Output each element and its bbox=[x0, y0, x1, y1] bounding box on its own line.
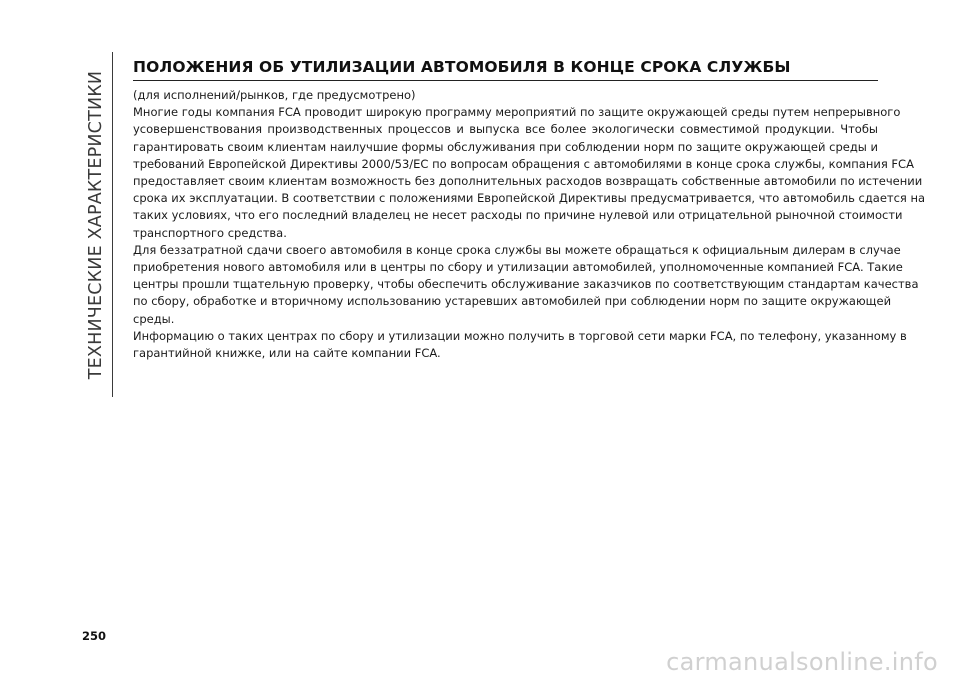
paragraph-3 bbox=[133, 328, 907, 362]
paragraph-line: требований Европейской Директивы 2000/53/ЕС по вопросам обращения с автомобилями в конце срока службы, компания FCA bbox=[133, 156, 914, 171]
main-content bbox=[133, 58, 926, 362]
watermark: carmanualsonline.info bbox=[666, 648, 938, 676]
chapter-side-tab bbox=[82, 52, 110, 397]
paragraph-1 bbox=[133, 104, 926, 242]
paragraph-line: среды. bbox=[133, 311, 175, 326]
paragraph-line: приобретения нового автомобиля или в центры по сбору и утилизации автомобилей, уполномоченные компанией FCA. Такие bbox=[133, 260, 903, 275]
paragraph-line: центры прошли тщательную проверку, чтобы обеспечить обслуживание заказчиков по соответствующим стандартам качества bbox=[133, 277, 919, 292]
paragraph-line: таких условиях, что его последний владелец не несет расходы по причине нулевой или отрицательной рыночной стоимости bbox=[133, 208, 903, 223]
section-title: ПОЛОЖЕНИЯ ОБ УТИЛИЗАЦИИ АВТОМОБИЛЯ В КОНЦЕ СРОКА СЛУЖБЫ bbox=[133, 58, 878, 81]
paragraph-line: Информацию о таких центрах по сбору и утилизации можно получить в торговой сети марки FCA, по телефону, указанному в bbox=[133, 328, 907, 343]
paragraph-line: срока их эксплуатации. В соответствии с положениями Европейской Директивы предусматривается, что автомобиль сдается на bbox=[133, 191, 926, 206]
paragraph-2 bbox=[133, 242, 919, 328]
paragraph-line: Многие годы компания FCA проводит широкую программу мероприятий по защите окружающей среды путем непрерывного bbox=[133, 105, 901, 120]
paragraph-line: Для беззатратной сдачи своего автомобиля в конце срока службы вы можете обращаться к официальным дилерам в случае bbox=[133, 242, 901, 257]
paragraph-line: транспортного средства. bbox=[133, 225, 287, 240]
section-subtitle: (для исполнений/рынков, где предусмотрено) bbox=[133, 88, 416, 102]
chapter-side-rule bbox=[112, 52, 113, 397]
paragraph-line: по сбору, обработке и вторичному использованию устаревших автомобилей при соблюдении норм по защите окружающей bbox=[133, 294, 892, 309]
page-number: 250 bbox=[82, 629, 107, 643]
paragraph-line: гарантийной книжке, или на сайте компании FCA. bbox=[133, 346, 441, 361]
paragraph-line: усовершенствования производственных процессов и выпуска все более экологически совместимой продукции. Чтобы bbox=[133, 122, 878, 137]
paragraph-line: предоставляет своим клиентам возможность без дополнительных расходов возвращать собственные автомобили по истечении bbox=[133, 174, 923, 189]
paragraph-line: гарантировать своим клиентам наилучшие формы обслуживания при соблюдении норм по защите окружающей среды и bbox=[133, 139, 878, 154]
chapter-side-tab-label: ТЕХНИЧЕСКИЕ ХАРАКТЕРИСТИКИ bbox=[86, 70, 107, 379]
